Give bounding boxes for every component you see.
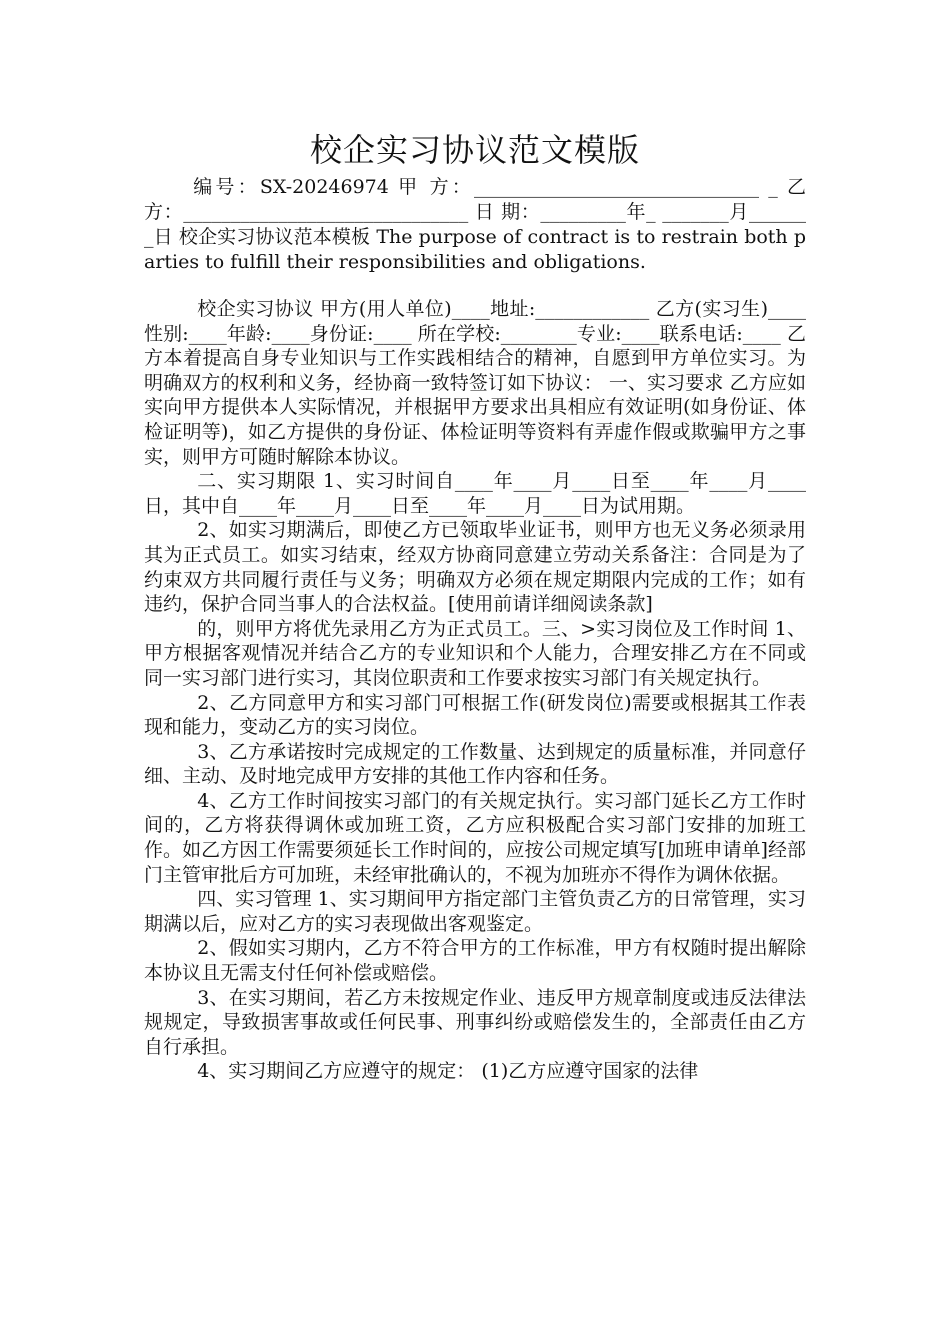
paragraph: 3、乙方承诺按时完成规定的工作数量、达到规定的质量标准，并同意仔细、主动、及时地完成甲方安排的其他工作内容和任务。 [144, 740, 806, 788]
document-body [144, 297, 806, 1084]
paragraph: 2、乙方同意甲方和实习部门可根据工作(研发岗位)需要或根据其工作表现和能力，变动乙方的实习岗位。 [144, 691, 806, 739]
paragraph: 4、实习期间乙方应遵守的规定： (1)乙方应遵守国家的法律 [197, 1060, 699, 1083]
paragraph: 2、假如实习期内，乙方不符合甲方的工作标准，甲方有权随时提出解除本协议且无需支付任何补偿或赔偿。 [144, 937, 806, 985]
document-title: 校企实习协议范文模版 [309, 131, 640, 169]
paragraph: 4、乙方工作时间按实习部门的有关规定执行。实习部门延长乙方工作时间的，乙方将获得调休或加班工资，乙方应积极配合实习部门安排的加班工作。如乙方因工作需要须延长工作时间的，应按公司规定填写[加班申请单]经部门主管审批后方可加班，未经审批确认的，不视为加班亦不得作为调休依据。 [144, 789, 806, 886]
paragraph: 的，则甲方将优先录用乙方为正式员工。三、>实习岗位及工作时间 1、甲方根据客观情况并结合乙方的专业知识和个人能力，合理安排乙方在不同或同一实习部门进行实习，其岗位职责和工作要求按实习部门有关规定执行。 [144, 617, 806, 689]
paragraph: 校企实习协议 甲方(用人单位)____地址:____________ 乙方(实习生)____性别:____年龄:____身份证:____ 所在学校:________专业:____联系电话:____ 乙方本着提高自身专业知识与工作实践相结合的精神，自愿到甲方单位实习。为明确双方的权利和义务，经协商一致特签订如下协议： 一、实习要求 乙方应如实向甲方提供本人实际情况，并根据甲方要求出具相应有效证明(如身份证、体检证明等)，如乙方提供的身份证、体检证明等资料有弄虚作假或欺骗甲方之事实，则甲方可随时解除本协议。 [144, 298, 806, 468]
paragraph: 四、实习管理 1、实习期间甲方指定部门主管负责乙方的日常管理，实习期满以后，应对乙方的实习表现做出客观鉴定。 [144, 888, 806, 935]
paragraph: 3、在实习期间，若乙方未按规定作业、违反甲方规章制度或违反法律法规规定，导致损害事故或任何民事、刑事纠纷或赔偿发生的，全部责任由乙方自行承担。 [144, 986, 806, 1058]
header-paragraph: 编号：SX-20246974 甲 方：______________________________ _ 乙 方：______________________________ 日 期：_________年_ _______月_______日 校企实习协议范本模板 The purpose of contract is to restrain both parties to fulfill their responsibilities and obligations. [144, 176, 806, 273]
paragraph: 二、实习期限 1、实习时间自____年____月____日至____年____月____日，其中自____年____月____日至____年____月____日为试用期。 [144, 470, 806, 517]
paragraph: 2、如实习期满后，即使乙方已领取毕业证书，则甲方也无义务必须录用其为正式员工。如实习结束，经双方协商同意建立劳动关系备注：合同是为了约束双方共同履行责任与义务；明确双方必须在规定期限内完成的工作；如有违约，保护合同当事人的合法权益。[使用前请详细阅读条款] [144, 519, 806, 616]
document-header [144, 175, 806, 275]
